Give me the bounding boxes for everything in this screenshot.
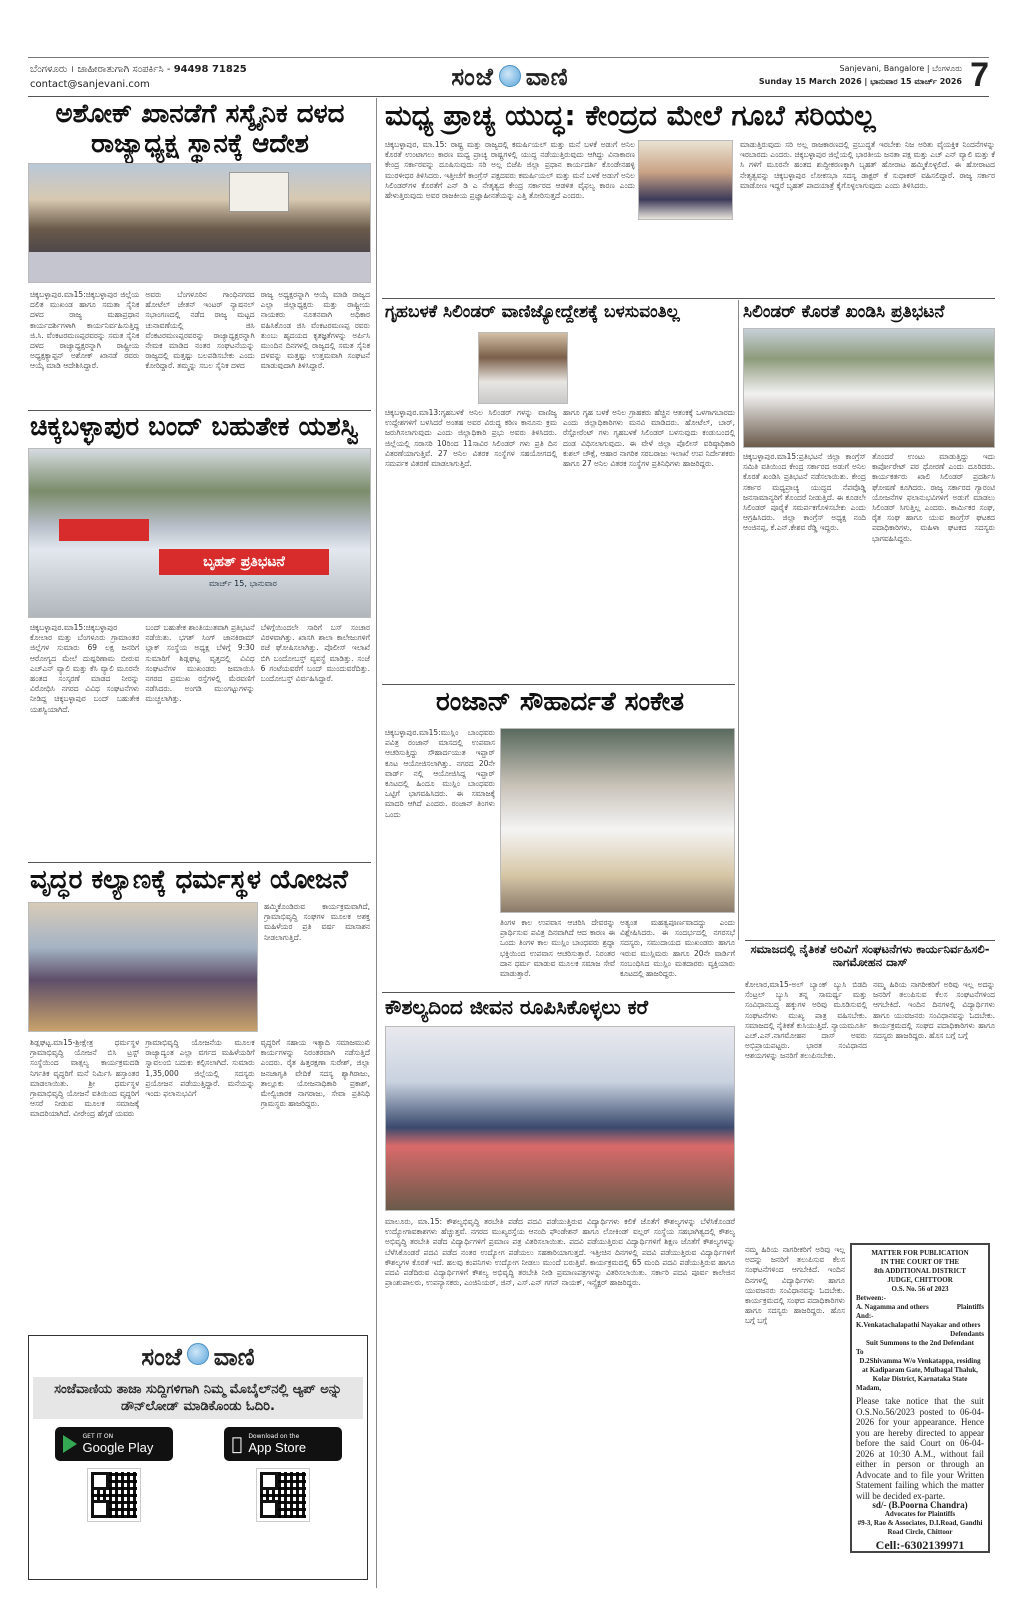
story-vruddha-body: [30, 1038, 370, 1326]
text-column: ಚಿಕ್ಕಬಳ್ಳಾಪುರ.ಮಾ13:ಗೃಹಬಳಕೆ ಅನಿಲ ಸಿಲಿಂಡರ್ ಗಳನ್ನು ವಾಣಿಜ್ಯ ಉದ್ದೇಶಗಳಿಗೆ ಬಳಸಿದರೆ ಅಂತಹ ಅವರ ವಿರುದ್ಧ ಕಠಿಣ ಕಾನೂನು ಕ್ರಮ ಜರುಗಿಸಲಾಗುವುದು ಎಂದು ಜಿಲ್ಲಾಧಿಕಾರಿ ಪ್ರಭು ಅವರು ತಿಳಿಸಿದರು. ಜಿಲ್ಲೆಯಲ್ಲಿ ಸರಾಸರಿ 10ರಿಂದ 11ಸಾವಿರ ಸಿಲಿಂಡರ್ ಗಳು ಪ್ರತಿ ದಿನ ವಿತರಣೆಯಾಗುತ್ತಿವೆ. 27 ಅನಿಲ ವಿತರಕ ಸಂಸ್ಥೆಗಳ ಸಹಯೋಗದಲ್ಲಿ ಸಮರ್ಪಕ ವಿತರಣೆ ಮಾಡಲಾಗುತ್ತಿದೆ.: [385, 408, 557, 469]
text-column: ಬಂದ್ ಬಹುತೇಕ ಶಾಂತಿಯುತವಾಗಿ ಪ್ರತಿಭಟನೆ ನಡೆಯಿತು. ಭಗತ್ ಸಿಂಗ್ ಜಾನಕಿರಾಮ್ ಬ್ಲಾಕ್ ಸಂಸ್ಥೆಯ ಅಧ್ಯಕ್ಷ ಬೆಳಿಗ್ಗೆ 9:30 ಸುಮಾರಿಗೆ ಶಿಡ್ಲಘಟ್ಟ ವೃತ್ತದಲ್ಲಿ ವಿವಿಧ ಸಂಘಟನೆಗಳ ಮುಖಂಡರು ಜಮಾಯಿಸಿ ನಗರದ ಪ್ರಮುಖ ರಸ್ತೆಗಳಲ್ಲಿ ಮೆರವಣಿಗೆ ನಡೆಸಿದರು. ಅಂಗಡಿ ಮುಂಗಟ್ಟುಗಳನ್ನು ಮುಚ್ಚಲಾಗಿತ್ತು.: [145, 623, 255, 704]
column-divider: [738, 300, 739, 940]
ad-logo-right: ವಾಣಿ: [213, 1342, 255, 1371]
text-column: ಚಿಕ್ಕಬಳ್ಳಾಪುರ.ಮಾ15:ಪ್ರತಿಭಟನೆ ಜಿಲ್ಲಾ ಕಾಂಗ್ರೆಸ್ ಸಮಿತಿ ವತಿಯಿಂದ ಕೇಂದ್ರ ಸರ್ಕಾರದ ಅಡುಗೆ ಅನಿಲ ಕೊರತೆ ಖಂಡಿಸಿ ಪ್ರತಿಭಟನೆ ನಡೆಸಲಾಯಿತು. ಕೇಂದ್ರ ಸರ್ಕಾರ ಮಧ್ಯಪ್ರಾಚ್ಯ ಯುದ್ಧದ ನೆಪವೊಡ್ಡಿ ಜನಸಾಮಾನ್ಯರಿಗೆ ತೊಂದರೆ ನೀಡುತ್ತಿದೆ. ಈ ಕೂಡಲೇ ಸಿಲಿಂಡರ್ ಪೂರೈಕೆ ಸಮರ್ಪಕಗೊಳಿಸಬೇಕು ಎಂದು ಆಗ್ರಹಿಸಿದರು. ಜಿಲ್ಲಾ ಕಾಂಗ್ರೆಸ್ ಅಧ್ಯಕ್ಷ ನಂದಿ ಆಂಜಿನಪ್ಪ, ಕೆ.ಎನ್.ಕೇಶವ ರೆಡ್ಡಿ ಇದ್ದರು.: [743, 452, 866, 533]
text-column: ನಮ್ಮ ಹಿರಿಯ ನಾಗರೀಕರಿಗೆ ಅರಿವು ಇಲ್ಲ ಅದನ್ನು ಜನರಿಗೆ ತಲುಪಿಸುವ ಕೆಲಸ ಸಂಘಟನೆಗಳಿಂದ ಆಗಬೇಕಿದೆ. ಇಂದಿನ ದಿನಗಳಲ್ಲಿ ವಿದ್ಯಾರ್ಥಿಗಳು ಹಾಗೂ ಯುವಜನರು ಸಂವಿಧಾನವನ್ನು ಓದಬೇಕು. ಕಾರ್ಯಕ್ರಮದಲ್ಲಿ ಸಂಘದ ಪದಾಧಿಕಾರಿಗಳು ಹಾಗೂ ಸದಸ್ಯರು ಹಾಜರಿದ್ದರು. ಹೊಸ ಬಗ್ಗೆ ಬಗ್ಗೆ: [873, 980, 995, 1041]
story-cylinder-protest-body: [743, 452, 995, 932]
protest-banner: ಬೃಹತ್ ಪ್ರತಿಭಟನೆ: [159, 549, 329, 575]
story-cylinder-domestic-body: [385, 408, 735, 678]
legal-title: MATTER FOR PUBLICATION: [871, 1249, 969, 1257]
google-big-label: Google Play: [82, 1440, 154, 1455]
story-skills-headline[interactable]: ಕೌಶಲ್ಯದಿಂದ ಜೀವನ ರೂಪಿಸಿಕೊಳ್ಳಲು ಕರೆ: [385, 995, 649, 1019]
apple-big-label: App Store: [237, 1440, 296, 1455]
header-contact: [30, 62, 247, 92]
story-cylinder-domestic-portrait: [478, 332, 568, 404]
column-divider: [376, 98, 377, 1588]
text-column: ಹಾಗೂ ಗೃಹ ಬಳಕೆ ಅನಿಲ ಗ್ರಾಹಕರು ಹೆಚ್ಚಿನ ಆತಂಕಕ್ಕೆ ಒಳಗಾಗಬಾರದು ಎಂದು ಜಿಲ್ಲಾಧಿಕಾರಿಗಳು ಮನವಿ ಮಾಡಿದರು. ಹೋಟೆಲ್, ಬಾರ್, ರೆಸ್ಟೋರೆಂಟ್ ಗಳು ಗೃಹಬಳಕೆ ಸಿಲಿಂಡರ್ ಬಳಸುವುದು ಕಂಡುಬಂದಲ್ಲಿ ದಂಡ ವಿಧಿಸಲಾಗುವುದು. ಈ ವೇಳೆ ಜಿಲ್ಲಾ ಪೊಲೀಸ್ ವರಿಷ್ಠಾಧಿಕಾರಿ ಕುಶಲ್ ಚೌಕ್ಸೆ, ಆಹಾರ ನಾಗರಿಕ ಸರಬರಾಜು ಇಲಾಖೆ ಉಪ ನಿರ್ದೇಶಕರು ಹಾಗೂ 27 ಅನಿಲ ವಿತರಕ ಸಂಸ್ಥೆಗಳ ಪ್ರತಿನಿಧಿಗಳು ಹಾಜರಿದ್ದರು.: [563, 408, 735, 469]
story-nagamohan-headline[interactable]: ಸಮಾಜದಲ್ಲಿ ನೈತಿಕತೆ ಅರಿವಿಗೆ ಸಂಘಟನೆಗಳು ಕಾರ್ಯನಿರ್ವಹಿಸಲಿ-ನಾಗಮೋಹನ ದಾಸ್: [750, 942, 990, 970]
google-play-button[interactable]: [55, 1427, 173, 1461]
masthead-right: ವಾಣಿ: [525, 61, 569, 91]
section-rule: [745, 940, 995, 941]
text-column: ರಾಜ್ಯ ಅಧ್ಯಕ್ಷರನ್ನಾಗಿ ಆಯ್ಕೆ ಮಾಡಿ ರಾಜ್ಯದ ಎಲ್ಲಾ ಜಿಲ್ಲಾಧ್ಯಕ್ಷರು ಮತ್ತು ರಾಷ್ಟ್ರೀಯ ನಾಯಕರು ನೂತನವಾಗಿ ಅಧಿಕಾರ ವಹಿಸಿಕೊಂಡ ಜಿಸಿ ವೆಂಕಟರಮಣಪ್ಪ ರವರು ತುಂಬು ಹೃದಯದ ಕೃತಜ್ಞತೆಗಳನ್ನು ಅರ್ಪಿಸಿ ಮುಂದಿನ ದಿನಗಳಲ್ಲಿ ರಾಜ್ಯದಲ್ಲಿ ಸಮತ ಸೈನಿಕ ದಳವನ್ನು ಮತ್ತಷ್ಟು ಉತ್ತಮವಾಗಿ ಸಂಘಟನೆ ಮಾಡುವುದಾಗಿ ತಿಳಿಸಿದ್ದಾರೆ.: [260, 290, 370, 371]
app-store-qr-code[interactable]: [257, 1469, 309, 1521]
store-buttons: [29, 1427, 367, 1461]
masthead-left: ಸಂಜೆ: [451, 61, 494, 91]
story-ashok-photo: [28, 163, 371, 283]
legal-and: And:-: [856, 1312, 874, 1320]
story-war-body-col2: ಮಾಡುತ್ತಿರುವುದು ಸರಿ ಅಲ್ಲ ರಾಜಕಾರಣದಲ್ಲಿ ಪ್ರಬುದ್ಧತೆ ಇರಬೇಕು ನಿಜ ಅರಿತು ವೈಯಕ್ತಿಕ ನಿಂದನೆಗಳನ್ನು ಇರಬಾರದು ಎಂದರು. ಚಿಕ್ಕಬಳ್ಳಾಪುರ ಜಿಲ್ಲೆಯಲ್ಲಿ ಭಾರತೀಯ ಜನತಾ ಪಕ್ಷ ಮತ್ತು ಎಚ್ ಎನ್ ವ್ಯಾಲಿ ಮತ್ತು ಕೆ ಸಿ ಗಳಿಗೆ ಮೂರನೇ ಹಂತದ ಶುದ್ಧೀಕರಣಕ್ಕಾಗಿ ಬೃಹತ್ ಹೋರಾಟ ಹಮ್ಮಿಕೊಳ್ಳಲಿದೆ. ಈ ಹೋರಾಟದ ನೇತೃತ್ವವನ್ನು ಚಿಕ್ಕಬಳ್ಳಾಪುರ ಲೋಕಸಭಾ ಸದಸ್ಯ ಡಾಕ್ಟರ್ ಕೆ ಸುಧಾಕರ್ ವಹಿಸಲಿದ್ದಾರೆ. ರಾಜ್ಯ ಸರ್ಕಾರ ಮಾಡೋಣ ಇದ್ದರೆ ಬೃಹತ್ ಪಾದಯಾತ್ರೆ ಕೈಗೊಳ್ಳಲಾಗುವುದು ಎಂದು ತಿಳಿಸಿದರು.: [740, 140, 995, 190]
protest-banner-date: ಮಾರ್ಚ್ 15, ಭಾನುವಾರ: [209, 579, 277, 588]
play-icon: [63, 1435, 77, 1453]
section-rule: [382, 992, 735, 993]
contact-phone: 94498 71825: [173, 64, 247, 75]
legal-court-line: JUDGE, CHITTOOR: [887, 1276, 953, 1284]
dove-globe-icon: [187, 1343, 209, 1365]
section-rule: [382, 684, 735, 685]
legal-plaintiff-role: Plaintiffs: [956, 1303, 984, 1311]
story-ashok-headline[interactable]: ಅಶೋಕ್ ಖಾನಡೆಗೆ ಸಸ್ಶೈನಿಕ ದಳದ ರಾಜ್ಯಾಧ್ಯಕ್ಷ ಸ್ಥಾನಕ್ಕೆ ಆದೇಶ: [55, 99, 345, 159]
story-ramzan-col3: ಅತ್ಯಂತ ಮಹತ್ವಪೂರ್ಣವಾದದ್ದು ಎಂದು ವಿಶ್ಲೇಷಿಸಿದರು. ಈ ಸಂದರ್ಭದಲ್ಲಿ ನಗರಸಭೆ ಸದಸ್ಯರು, ಸಮುದಾಯದ ಮುಖಂಡರು ಹಾಗೂ ಇರುವ ಮುಸ್ಲಿಮರು ಹಾಗೂ 20ನೇ ವಾರ್ಡಿಗೆ ಸಂಬಂಧಿಸಿದ ಮುಸ್ಲಿಂ ಮತದಾರರು ವ್ಯಕ್ತಿಯಾರು ಕೂಟದಲ್ಲಿ ಹಾಜರಿದ್ದರು.: [620, 918, 735, 979]
story-war-body-col1: ಚಿಕ್ಕಬಳ್ಳಾಪುರ, ಮಾ.15: ರಾಷ್ಟ್ರ ಮತ್ತು ರಾಜ್ಯದಲ್ಲಿ ಕಮರ್ಷಿಯಲ್ ಮತ್ತು ಮನೆ ಬಳಕೆ ಅಡುಗೆ ಅನಿಲ ಕೊರತೆ ಉಂಟಾಗಲು ಕಾರಣ ಮಧ್ಯ ಪ್ರಾಚ್ಯ ರಾಷ್ಟ್ರಗಳಲ್ಲಿ ಯುದ್ಧ ನಡೆಯುತ್ತಿರುವುದು ಆಗಿದ್ದು ವಿನಾಕಾರಣ ಕೇಂದ್ರ ಸರ್ಕಾರವನ್ನು ದೂಷಿಸುವುದು ಸರಿ ಅಲ್ಲ ಬಿಜೆಪಿ ಜಿಲ್ಲಾ ಪ್ರಧಾನ ಕಾರ್ಯದರ್ಶಿ ಕೊಂಡೇನಹಳ್ಳಿ ಮುರಳೀಧರ ತಿಳಿಸಿದರು. ಇತ್ತೀಚೆಗೆ ಕಾಂಗ್ರೆಸ್ ಪಕ್ಷದವರು ಕಮರ್ಷಿಯಲ್ ಮತ್ತು ಮನೆ ಬಳಕೆ ಅಡುಗೆ ಅನಿಲ ಸಿಲಿಂಡರ್‌ಗಳ ಕೊರತೆಗೆ ಎನ್ ಡಿ ಎ ನೇತೃತ್ವದ ಕೇಂದ್ರ ಸರ್ಕಾರದ ಆಡಳಿತ ವೈಫಲ್ಯ ಕಾರಣ ಎಂದು ಹೇಳುತ್ತಿರುವುದು ಅವರ ರಾಜಕೀಯ ಪ್ರಜ್ಞಾಹೀನತೆಯನ್ನು ಎತ್ತಿ ತೋರಿಸುತ್ತದೆ ಎಂದರು.: [385, 140, 635, 201]
google-play-qr-code[interactable]: [88, 1469, 140, 1521]
text-column: ಅವರು ಬೆಂಗಳೂರಿನ ಗಾಂಧಿನಗರದ ಹೋಟೆಲ್ ಜೇತನ್ ಇಂಟರ್ ನ್ಯಾಷನಲ್ ಸಭಾಂಗಣದಲ್ಲಿ ನಡೆದ ರಾಜ್ಯ ಮಟ್ಟದ ಚುನಾವಣೆಯಲ್ಲಿ ಜಿಸಿ ವೆಂಕಟರಮಣಪ್ಪರವರನ್ನು ರಾಜ್ಯಾಧ್ಯಕ್ಷರನ್ನಾಗಿ ನೇಮಕ ಮಾಡಿದ ನಂತರ ಸಂಘಟನೆಯನ್ನು ರಾಜ್ಯದಲ್ಲಿ ಮತ್ತಷ್ಟು ಬಲಪಡಿಸಬೇಕು ಎಂದು ಕೋರಿದ್ದಾರೆ. ತಮ್ಮನ್ನು ಸಬಲ ಸೈನಿಕ ದಳದ: [145, 290, 255, 371]
story-cylinder-domestic-headline[interactable]: ಗೃಹಬಳಕೆ ಸಿಲಿಂಡರ್ ವಾಣಿಜ್ಯೋದ್ದೇಶಕ್ಕೆ ಬಳಸುವಂತಿಲ್ಲ: [385, 302, 680, 322]
story-bandh-headline[interactable]: ಚಿಕ್ಕಬಳ್ಳಾಪುರ ಬಂದ್ ಬಹುತೇಕ ಯಶಸ್ವಿ: [30, 412, 360, 442]
text-column: ಚಿಕ್ಕಬಳ್ಳಾಪುರ.ಮಾ15:ಚಿಕ್ಕಬಳ್ಳಾಪುರ ಕೋಲಾರ ಮತ್ತು ಬೆಂಗಳೂರು ಗ್ರಾಮಾಂತರ ಜಿಲ್ಲೆಗಳ ಸುಮಾರು 69 ಲಕ್ಷ ಜನರಿಗೆ ಆರೋಗ್ಯದ ಮೇಲೆ ದುಷ್ಪರಿಣಾಮ ಬೀರುವ ಎಚ್‌ಎನ್ ವ್ಯಾಲಿ ಮತ್ತು ಕೆಸಿ ವ್ಯಾಲಿ ಮೂರನೇ ಹಂತದ ಸಂಸ್ಕರಣೆ ಮಾಡದ ನೀರನ್ನು ವಿರೋಧಿಸಿ ನಗರದ ವಿವಿಧ ಸಂಘಟನೆಗಳು ನೀಡಿದ್ದ ಚಿಕ್ಕಬಳ್ಳಾಪುರ ಬಂದ್ ಬಹುತೇಕ ಯಶಸ್ವಿಯಾಗಿದೆ.: [30, 623, 140, 714]
banner-board: [229, 172, 289, 212]
text-column: ಗ್ರಾಮಾಭಿವೃದ್ಧಿ ಯೋಜನೆಯ ಮೂಲಕ ರಾಜ್ಯಾದ್ಯಂತ ಎಲ್ಲಾ ವರ್ಗದ ಮಹಿಳೆಯರಿಗೆ ಸ್ವಾವಲಂಬಿ ಬದುಕು ಕಲ್ಪಿಸಲಾಗಿದೆ. ಸುಮಾರು 1,35,000 ಜಿಲ್ಲೆಯಲ್ಲಿ ಸದಸ್ಯರು ಪ್ರಯೋಜನ ಪಡೆಯುತ್ತಿದ್ದಾರೆ. ಮನೆಯನ್ನು ಇಂದು ಫಲಾನುಭವಿಗೆ: [145, 1038, 255, 1099]
apple-small-label: Download on the: [237, 1433, 289, 1440]
ad-logo: [29, 1342, 367, 1371]
story-vruddha-photo: [28, 902, 258, 1032]
legal-plaintiff-row: [856, 1303, 984, 1312]
section-rule: [28, 410, 371, 411]
google-small-label: GET IT ON: [82, 1433, 114, 1440]
legal-address: D.2Shivamma W/o Venkatappa, residing at Kadiparam Gate, Mulbagal Thaluk, Kolar District, Karnataka State: [859, 1357, 981, 1383]
legal-between: Between:-: [856, 1294, 886, 1302]
story-ashok-body: [30, 290, 370, 405]
text-column: ತೊಂದರೆ ಉಂಟು ಮಾಡುತ್ತಿದ್ದು ಇದು ಕಾರ್ಪೋರೇಟ್ ಪರ ಧೋರಣೆ ಎಂದು ದೂರಿದರು. ಕಾರ್ಯಕರ್ತರು ಖಾಲಿ ಸಿಲಿಂಡರ್ ಪ್ರದರ್ಶಿಸಿ ಘೋಷಣೆ ಕೂಗಿದರು. ರಾಜ್ಯ ಸರ್ಕಾರದ ಗ್ಯಾರಂಟಿ ಯೋಜನೆಗಳ ಫಲಾನುಭವಿಗಳಿಗೆ ಅಡುಗೆ ಮಾಡಲು ಸಿಲಿಂಡರ್ ಸಿಗುತ್ತಿಲ್ಲ ಎಂದರು. ಕಾರ್ಮಿಕರ ಸಂಘ, ರೈತ ಸಂಘ ಹಾಗೂ ಯುವ ಕಾಂಗ್ರೆಸ್ ಘಟಕದ ಪದಾಧಿಕಾರಿಗಳು, ಮಹಿಳಾ ಘಟಕದ ಸದಸ್ಯರು ಭಾಗವಹಿಸಿದ್ದರು.: [872, 452, 995, 543]
legal-body: Please take notice that the suit O.S.No.56/2023 posted to 06-04-2026 for your appearance. Hence you are hereby directed to appear before the said Court on 06-04-2026 at 10:30 A.M., without fail either in person or through an Advocate and to file your Written Statement failing which the matter will be decided ex-parte.: [856, 1396, 984, 1501]
qr-codes: [29, 1469, 367, 1521]
legal-suit-line: Suit Summons to the 2nd Defendant: [866, 1339, 974, 1347]
contact-email[interactable]: contact@sanjevani.com: [30, 79, 150, 90]
edition-info: [759, 62, 962, 88]
apple-icon: [232, 1434, 243, 1455]
app-download-ad: [28, 1335, 368, 1580]
header-bottom-rule: [28, 96, 989, 97]
story-cylinder-protest-headline[interactable]: ಸಿಲಿಂಡರ್ ಕೊರತೆ ಖಂಡಿಸಿ ಪ್ರತಿಭಟನೆ: [743, 302, 945, 322]
text-column: ಶಿಡ್ಲಘಟ್ಟ.ಮಾ15-ಶ್ರೀಕ್ಷೇತ್ರ ಧರ್ಮಸ್ಥಳ ಗ್ರಾಮಾಭಿವೃದ್ಧಿ ಯೋಜನೆ ಬಿಸಿ ಟ್ರಸ್ಟ್ ಸಂಸ್ಥೆಯಿಂದ ವಾತ್ಸಲ್ಯ ಕಾರ್ಯಕ್ರಮದಡಿ ನಿರ್ಗತಿಕ ವೃದ್ಧರಿಗೆ ಮನೆ ನಿರ್ಮಿಸಿ ಹಸ್ತಾಂತರ ಮಾಡಲಾಯಿತು. ಶ್ರೀ ಧರ್ಮಸ್ಥಳ ಗ್ರಾಮಾಭಿವೃದ್ಧಿ ಯೋಜನೆ ವತಿಯಿಂದ ವೃದ್ಧರಿಗೆ ಆಸರೆ ನೀಡುವ ಮೂಲಕ ಸಮಾಜಕ್ಕೆ ಮಾದರಿಯಾಗಿದೆ. ವೀರೇಂದ್ರ ಹೆಗ್ಗಡೆ ಯವರು: [30, 1038, 140, 1119]
story-war-portrait: [638, 140, 733, 220]
dove-globe-icon: [499, 65, 521, 87]
legal-salutation: Madam,: [856, 1384, 882, 1392]
ad-logo-left: ಸಂಜೆ: [141, 1342, 182, 1371]
table-cloth: [29, 252, 370, 282]
text-column: ಬೆಳಿಗ್ಗೆಯಿಂದಲೇ ಸಾರಿಗೆ ಬಸ್ ಸಂಚಾರ ವಿರಳವಾಗಿತ್ತು. ಖಾಸಗಿ ಶಾಲಾ ಕಾಲೇಜುಗಳಿಗೆ ರಜೆ ಘೋಷಿಸಲಾಗಿತ್ತು. ಪೊಲೀಸ್ ಇಲಾಖೆ ಬಿಗಿ ಬಂದೋಬಸ್ತ್ ವ್ಯವಸ್ಥೆ ಮಾಡಿತ್ತು. ಸಂಜೆ 6 ಗಂಟೆಯವರೆಗೆ ಬಂದ್ ಮುಂದುವರೆದಿತ್ತು. ಬಂದೋಬಸ್ತ್ ವಿರ್ವಹಿಸಿದ್ದಾರೆ.: [260, 623, 370, 684]
story-ramzan-col2: ತಿಂಗಳ ಕಾಲ ಉಪವಾಸ ಆಚರಿಸಿ ದೇವರನ್ನು ಪ್ರಾರ್ಥಿಸುವ ಪವಿತ್ರ ದಿನವಾಗಿದೆ ಆದ ಕಾರಣ ಈ ಒಂದು ತಿಂಗಳ ಕಾಲ ಮುಸ್ಲಿಂ ಬಾಂಧವರು ಶ್ರದ್ಧಾ ಭಕ್ತಿಯಿಂದ ಉಪವಾಸ ಆಚರಿಸುತ್ತಾರೆ. ನಿರಂತರ ದಾನ ಧರ್ಮ ಮಾಡುವ ಮೂಲಕ ಸಮಾಜ ಸೇವೆ ಮಾಡುತ್ತಾರೆ.: [500, 918, 615, 979]
story-skills-body: ಮಾಲೂರು, ಮಾ.15: ಕೌಶಲ್ಯಭಿವೃದ್ಧಿ ತರಬೇತಿ ಪಡೆದ ಪದವಿ ಪಡೆಯುತ್ತಿರುವ ವಿದ್ಯಾರ್ಥಿಗಳು ಕಲಿಕೆ ಜೊತೆಗೆ ಕೌಶಲ್ಯಗಳನ್ನು ಬೆಳೆಸಿಕೊಂಡರೆ ಉದ್ಯೋಗಾವಕಾಶಗಳು ಹೆಚ್ಚುತ್ತವೆ. ನಗರದ ಮುಖ್ಯರಸ್ತೆಯ ಆನಂದಿ ಫೌಂಡೇಶನ್ ಹಾಗೂ ಲೋಕಿಂಡ್ ವಲ್ಲರ್ ಸಂಸ್ಥೆಯ ಸಹಭಾಗಿತ್ವದಲ್ಲಿ ಕೌಶಲ್ಯ ಅಭಿವೃದ್ಧಿ ತರಬೇತಿ ಪಡೆದ ವಿದ್ಯಾರ್ಥಿಗಳಿಗೆ ಪ್ರಮಾಣ ಪತ್ರ ವಿತರಿಸಲಾಯಿತು. ಪದವಿ ಪಡೆಯುತ್ತಿರುವ ವಿದ್ಯಾರ್ಥಿಗಳಿಗೆ ಶಿಕ್ಷಣ ಜೊತೆಗೆ ಕೌಶಲ್ಯಗಳನ್ನು ಬೆಳೆಸಿಕೊಂಡರೆ ಪದವಿ ಪಡೆದ ನಂತರ ಉದ್ಯೋಗ ಪಡೆಯಲು ಸಹಕಾರಿಯಾಗುತ್ತದೆ. ಇತ್ತೀಚಿನ ದಿನಗಳಲ್ಲಿ ಪದವಿ ಪಡೆಯುತ್ತಿರುವ ವಿದ್ಯಾರ್ಥಿಗಳಿಗೆ ಕೌಶಲ್ಯಗಳ ಕೊರತೆ ಇದೆ. ಹಲವು ಕಂಪನಿಗಳು ಉದ್ಯೋಗ ನೀಡಲು ಮುಂದೆ ಬರುತ್ತಿವೆ. ಕಾರ್ಯಕ್ರಮದಲ್ಲಿ 65 ಮಂದಿ ಪದವಿ ಪಡೆಯುತ್ತಿರುವ ಹಾಗೂ ಪದವಿ ಪಡೆದಿರುವ ವಿದ್ಯಾರ್ಥಿಗಳಿಗೆ ಕೌಶಲ್ಯ ಅಭಿವೃದ್ಧಿ ತರಬೇತಿ ನೀಡಿ ಪ್ರಮಾಣಪತ್ರಗಳನ್ನು ವಿತರಿಸಲಾಯಿತು. ಸರ್ಕಾರಿ ಪದವಿ ಪೂರ್ವ ಕಾಲೇಜಿನ ಪ್ರಾಂಶುಪಾಲರು, ಉಪನ್ಯಾಸಕರು, ಎಂಜಿನಿಯರ್, ಜಿನ್, ಎಸ್.ಎನ್ ಗಗನ್ ನಾಯಕ್, ಇನ್ಸ್ಪೆಕ್ಟರ್ ಹಾಜರಿದ್ದರು.: [385, 1217, 735, 1288]
legal-advocate-address: #9-3, Rao & Associates, D.I.Road, Gandhi Road Circle, Chittoor: [857, 1519, 983, 1536]
section-rule: [28, 862, 371, 863]
app-store-button[interactable]: [224, 1427, 342, 1461]
story-ramzan-lead-col: ಚಿಕ್ಕಬಳ್ಳಾಪುರ.ಮಾ15:ಮುಸ್ಲಿಂ ಬಾಂಧವರು ಪವಿತ್ರ ರಂಜಾನ್ ಮಾಸದಲ್ಲಿ ಉಪವಾಸ ಆಚರಿಸುತ್ತಿದ್ದು ಸೌಹಾರ್ದಯುತ ಇಫ್ತಾರ್ ಕೂಟ ಆಯೋಜಿಸಲಾಗಿತ್ತು. ನಗರದ 20ನೇ ವಾರ್ಡ್ ನಲ್ಲಿ ಆಯೋಜಿಸಿದ್ದ ಇಫ್ತಾರ್ ಕೂಟದಲ್ಲಿ ಹಿಂದೂ ಮುಸ್ಲಿಂ ಬಾಂಧವರು ಒಟ್ಟಿಗೆ ಭಾಗವಹಿಸಿದರು. ಈ ಸಮಾಜಕ್ಕೆ ಮಾದರಿ ಆಗಿದೆ ಎಂದರು. ರಂಜಾನ್ ತಿಂಗಳು ಒಂದು: [385, 728, 495, 819]
story-vruddha-side-text: ಹಮ್ಮಿಕೊಂಡಿರುವ ಕಾರ್ಯಕ್ರಮವಾಗಿದೆ, ಗ್ರಾಮಾಭಿವೃದ್ಧಿ ಸಂಘಗಳ ಮೂಲಕ ಅಶಕ್ತ ಮಹಿಳೆಯರ ಪ್ರತಿ ವರ್ಷ ಮಾಸಾಶನ ನೀಡಲಾಗುತ್ತಿದೆ.: [264, 902, 370, 942]
legal-defendant-role: Defendants: [950, 1330, 984, 1338]
edition-line: Sanjevani, Bangalore | ಬೆಂಗಳೂರು: [839, 64, 962, 73]
story-cylinder-protest-photo: [743, 328, 995, 448]
legal-notice: [850, 1243, 990, 1553]
masthead-logo: [425, 58, 595, 94]
contact-label: ಬೆಂಗಳೂರು । ಜಾಹೀರಾತುಗಾಗಿ ಸಂಪರ್ಕಿಸಿ -: [30, 64, 174, 75]
date-line: Sunday 15 March 2026 | ಭಾನುವಾರ 15 ಮಾರ್ಚ್ 2026: [758, 77, 962, 86]
legal-signature: sd/- (B.Poorna Chandra): [872, 1500, 968, 1510]
legal-plaintiff: A. Nagamma and others: [856, 1303, 929, 1311]
story-skills-photo: [385, 1026, 735, 1211]
protest-banner-left: [59, 519, 149, 541]
legal-case-number: O.S. No. 56 of 2023: [891, 1285, 949, 1293]
story-war-headline[interactable]: ಮಧ್ಯ ಪ್ರಾಚ್ಯ ಯುದ್ಧ: ಕೇಂದ್ರದ ಮೇಲೆ ಗೂಬೆ ಸರಿಯಲ್ಲ: [385, 99, 876, 132]
section-rule: [382, 298, 995, 299]
legal-court-line: IN THE COURT OF THE: [880, 1258, 960, 1266]
story-ramzan-photo: [500, 728, 735, 913]
story-bandh-photo: [28, 448, 371, 618]
legal-defendant: K.Venkatachalapathi Nayakar and others: [856, 1321, 981, 1329]
legal-court-line: 8th ADDITIONAL DISTRICT: [874, 1267, 966, 1275]
legal-to: To: [856, 1348, 864, 1356]
page-number: 7: [970, 56, 989, 94]
story-nagamohan-overflow: ನಮ್ಮ ಹಿರಿಯ ನಾಗರೀಕರಿಗೆ ಅರಿವು ಇಲ್ಲ ಅದನ್ನು ಜನರಿಗೆ ತಲುಪಿಸುವ ಕೆಲಸ ಸಂಘಟನೆಗಳಿಂದ ಆಗಬೇಕಿದೆ. ಇಂದಿನ ದಿನಗಳಲ್ಲಿ ವಿದ್ಯಾರ್ಥಿಗಳು ಹಾಗೂ ಯುವಜನರು ಸಂವಿಧಾನವನ್ನು ಓದಬೇಕು. ಕಾರ್ಯಕ್ರಮದಲ್ಲಿ ಸಂಘದ ಪದಾಧಿಕಾರಿಗಳು ಹಾಗೂ ಸದಸ್ಯರು ಹಾಜರಿದ್ದರು. ಹೊಸ ಬಗ್ಗೆ ಬಗ್ಗೆ: [745, 1245, 845, 1326]
ad-message: ಸಂಜೆವಾಣಿಯ ತಾಜಾ ಸುದ್ದಿಗಳಿಗಾಗಿ ನಿಮ್ಮ ಮೊಬೈಲ್‌ನಲ್ಲಿ ಆ್ಯಪ್ ಅನ್ನು ಡೌನ್‌ಲೋಡ್ ಮಾಡಿಕೊಂಡು ಓದಿರಿ.: [33, 1377, 363, 1419]
text-column: ವೃದ್ಧರಿಗೆ ಸಹಾಯ ಇತ್ಯಾದಿ ಸಮಾಜಮುಖಿ ಕಾರ್ಯಗಳನ್ನು ನಿರಂತರವಾಗಿ ನಡೆಸುತ್ತಿದೆ ಎಂದರು. ರೈತ ಹಿತ್ತರಕ್ಷಣಾ ಸುರೇಶ್, ಜಿಲ್ಲಾ ಜನಜಾಗೃತಿ ವೇದಿಕೆ ಸದಸ್ಯ ಶ್ಯಾಗಿರಾಜು, ತಾಲ್ಲೂಕು ಯೋಜನಾಧಿಕಾರಿ ಪ್ರಕಾಶ್, ಮೇಲ್ವಿಚಾರಕ ನಾಗರಾಜು, ಸೇವಾ ಪ್ರತಿನಿಧಿ ಗ್ರಾಮಸ್ಥರು ಹಾಜರಿದ್ದರು.: [260, 1038, 370, 1109]
text-column: ಚಿಕ್ಕಬಳ್ಳಾಪುರ.ಮಾ15:ಚಿಕ್ಕಬಳ್ಳಾಪುರ ಜಿಲ್ಲೆಯ ದಲಿತ ಮುಖಂಡ ಹಾಗೂ ಸಮತಾ ಸೈನಿಕ ದಳದ ರಾಜ್ಯ ಮಹಾಪ್ರಧಾನ ಕಾರ್ಯದರ್ಶಿಗಳಾಗಿ ಕಾರ್ಯನಿರ್ವಹಿಸುತ್ತಿದ್ದ ಜಿ.ಸಿ. ವೆಂಕಟರಮಣಪ್ಪರವರನ್ನು ಸಮತ ಸೈನಿಕ ದಳದ ರಾಜ್ಯಾಧ್ಯಕ್ಷರನ್ನಾಗಿ ರಾಷ್ಟ್ರೀಯ ಅಧ್ಯಕ್ಷಕ್ಯಾಪ್ಟನ್ ಅಶೋಕ್ ಖಾನಡೆ ರವರು ಆಯ್ಕೆ ಮಾಡಿ ಆದೇಶಿಸಿದ್ದಾರೆ.: [30, 290, 140, 371]
text-column: ಕೋಲಾರ,ಮಾ15-ಅಲ್ ಬ್ಯಾಂಕ್ ಬ್ಯುಸಿ ಬಿಡದಿ ಸೆಂಟ್ರಲ್ ಬ್ಯುಸಿ ತನ್ನ ಸಾಮರ್ಥ್ಯ ಮತ್ತು ಸಂವಿಧಾನಬದ್ಧ ಹಕ್ಕುಗಳ ಅರಿವು ಮೂಡಿಸುವಲ್ಲಿ ಸಂಘಟನೆಗಳು ಮುಖ್ಯ ಪಾತ್ರ ವಹಿಸಬೇಕು. ಸಮಾಜದಲ್ಲಿ ನೈತಿಕತೆ ಕುಸಿಯುತ್ತಿದೆ. ನ್ಯಾಯಮೂರ್ತಿ ಎಚ್.ಎನ್.ನಾಗಮೋಹನ ದಾಸ್ ಅವರು ಅಭಿಪ್ರಾಯಪಟ್ಟರು. ಭಾರತ ಸಂವಿಧಾನದ ಆಶಯಗಳನ್ನು ಜನರಿಗೆ ತಲುಪಿಸಬೇಕು.: [745, 980, 867, 1061]
story-ramzan-headline[interactable]: ರಂಜಾನ್ ಸೌಹಾರ್ದತೆ ಸಂಕೇತ: [436, 687, 684, 717]
story-bandh-body: [30, 623, 370, 858]
story-nagamohan-body: [745, 980, 995, 1240]
story-vruddha-headline[interactable]: ವೃದ್ಧರ ಕಲ್ಯಾಣಕ್ಕೆ ಧರ್ಮಸ್ಥಳ ಯೋಜನೆ: [30, 865, 348, 895]
legal-cell-number: Cell:-6302139971: [875, 1538, 965, 1552]
legal-advocate-role: Advocates for Plaintiffs: [884, 1510, 956, 1518]
